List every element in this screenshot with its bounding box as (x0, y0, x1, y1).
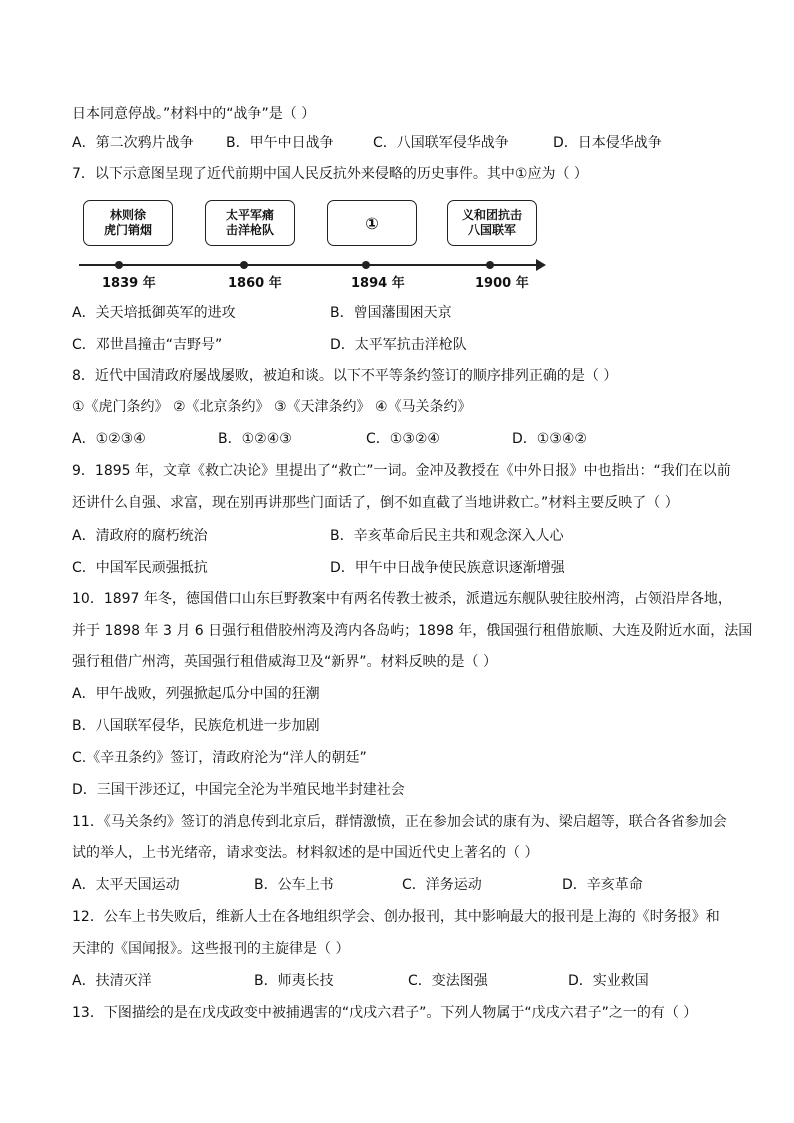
timeline-year-1: 1839 年 (102, 276, 156, 291)
q10-option-c[interactable]: C.《辛丑条约》签订，清政府沦为“洋人的朝廷” (72, 750, 367, 766)
timeline-year-3: 1894 年 (351, 276, 405, 291)
q10-option-a[interactable]: A．甲午战败，列强掀起瓜分中国的狂潮 (72, 686, 320, 702)
q9-option-c[interactable]: C．中国军民顽强抵抗 (72, 560, 208, 576)
q11-option-c[interactable]: C．洋务运动 (402, 877, 482, 893)
q8-option-a[interactable]: A．①②③④ (72, 431, 146, 447)
q10-stem-line-3: 强行租借广州湾，英国强行租借威海卫及“新界”。材料反映的是（ ） (72, 654, 497, 670)
q6-option-a[interactable]: A．第二次鸦片战争 (72, 135, 194, 151)
q12-option-d[interactable]: D．实业救国 (568, 973, 649, 989)
timeline-event-4 (447, 200, 537, 246)
q11-option-a[interactable]: A．太平天国运动 (72, 877, 180, 893)
q7-option-b[interactable]: B．曾国藩围困天京 (330, 305, 452, 321)
timeline-dot-4 (486, 261, 494, 269)
q12-stem-line-2: 天津的《国闻报》。这些报刊的主旋律是（ ） (72, 941, 350, 957)
timeline-year-2: 1860 年 (228, 276, 282, 291)
q11-option-b[interactable]: B．公车上书 (254, 877, 334, 893)
q8-option-b[interactable]: B．①②④③ (218, 431, 292, 447)
q6-option-d[interactable]: D．日本侵华战争 (553, 135, 662, 151)
q6-stem: 日本同意停战。”材料中的“战争”是（ ） (72, 106, 316, 122)
timeline-dot-1 (115, 261, 123, 269)
timeline-event-3 (327, 200, 417, 246)
timeline-event-4-line-2: 八国联军 (467, 223, 516, 237)
timeline-event-1 (83, 200, 173, 246)
timeline-event-2-line-1: 太平军痛 (225, 208, 274, 222)
q7-option-a[interactable]: A．关天培抵御英军的进攻 (72, 305, 236, 321)
timeline-event-1-line-1: 林则徐 (109, 208, 146, 222)
q11-stem-line-1: 11．《马关条约》签订的消息传到北京后，群情激愤，正在参加会试的康有为、梁启超等，联合各省参加会 (72, 814, 727, 830)
q9-option-b[interactable]: B．辛亥革命后民主共和观念深入人心 (330, 528, 564, 544)
q12-option-b[interactable]: B．师夷长技 (254, 973, 334, 989)
q9-option-a[interactable]: A．清政府的腐朽统治 (72, 528, 208, 544)
q9-stem-line-2: 还讲什么自强、求富，现在别再讲那些门面话了，倒不如直截了当地讲救亡。”材料主要反映了（ ） (72, 495, 679, 511)
q10-option-d[interactable]: D．三国干涉还辽，中国完全沦为半殖民地半封建社会 (72, 782, 405, 798)
timeline-dot-3 (362, 261, 370, 269)
q8-option-d[interactable]: D．①③④② (512, 431, 587, 447)
q10-stem-line-2: 并于 1898 年 3 月 6 日强行租借胶州湾及湾内各岛屿；1898 年，俄国强行租借旅顺、大连及附近水面，法国 (72, 623, 753, 639)
q8-items: ①《虎门条约》 ②《北京条约》 ③《天津条约》 ④《马关条约》 (72, 399, 472, 415)
timeline-arrow-icon (536, 259, 546, 271)
timeline-event-2 (205, 200, 295, 246)
q11-option-d[interactable]: D．辛亥革命 (562, 877, 643, 893)
timeline-event-3-line-1: ① (365, 213, 379, 233)
q7-option-d[interactable]: D．太平军抗击洋枪队 (330, 337, 467, 353)
timeline-event-4-line-1: 义和团抗击 (461, 208, 522, 222)
timeline-axis (79, 264, 539, 266)
q9-option-d[interactable]: D．甲午中日战争使民族意识逐渐增强 (330, 560, 565, 576)
q10-stem-line-1: 10．1897 年冬，德国借口山东巨野教案中有两名传教士被杀，派遣远东舰队驶往胶州湾，占领沿岸各地， (72, 591, 732, 607)
q6-option-c[interactable]: C．八国联军侵华战争 (373, 135, 509, 151)
q10-option-b[interactable]: B．八国联军侵华，民族危机进一步加剧 (72, 718, 320, 734)
q8-option-c[interactable]: C．①③②④ (366, 431, 440, 447)
timeline-dot-2 (240, 261, 248, 269)
q12-stem-line-1: 12．公车上书失败后，维新人士在各地组织学会、创办报刊，其中影响最大的报刊是上海的《时务报》和 (72, 909, 720, 925)
q11-stem-line-2: 试的举人，上书光绪帝，请求变法。材料叙述的是中国近代史上著名的（ ） (72, 845, 539, 861)
q9-stem-line-1: 9．1895 年，文章《救亡决论》里提出了“救亡”一词。金冲及教授在《中外日报》中也指出：“我们在以前 (72, 463, 731, 479)
timeline-event-2-line-2: 击洋枪队 (225, 223, 274, 237)
q12-option-a[interactable]: A．扶清灭洋 (72, 973, 152, 989)
q6-option-b[interactable]: B．甲午中日战争 (226, 135, 334, 151)
q7-option-c[interactable]: C．邓世昌撞击“吉野号” (72, 337, 223, 353)
q8-stem: 8．近代中国清政府屡战屡败，被迫和谈。以下不平等条约签订的顺序排列正确的是（ ） (72, 368, 618, 384)
q7-stem: 7．以下示意图呈现了近代前期中国人民反抗外来侵略的历史事件。其中①应为（ ） (72, 166, 588, 182)
q13-stem: 13．下图描绘的是在戊戌政变中被捕遇害的“戊戌六君子”。下列人物属于“戊戌六君子”之一的有（ ） (72, 1005, 698, 1021)
timeline-event-1-line-2: 虎门销烟 (103, 223, 152, 237)
timeline-year-4: 1900 年 (475, 276, 529, 291)
q12-option-c[interactable]: C．变法图强 (408, 973, 488, 989)
